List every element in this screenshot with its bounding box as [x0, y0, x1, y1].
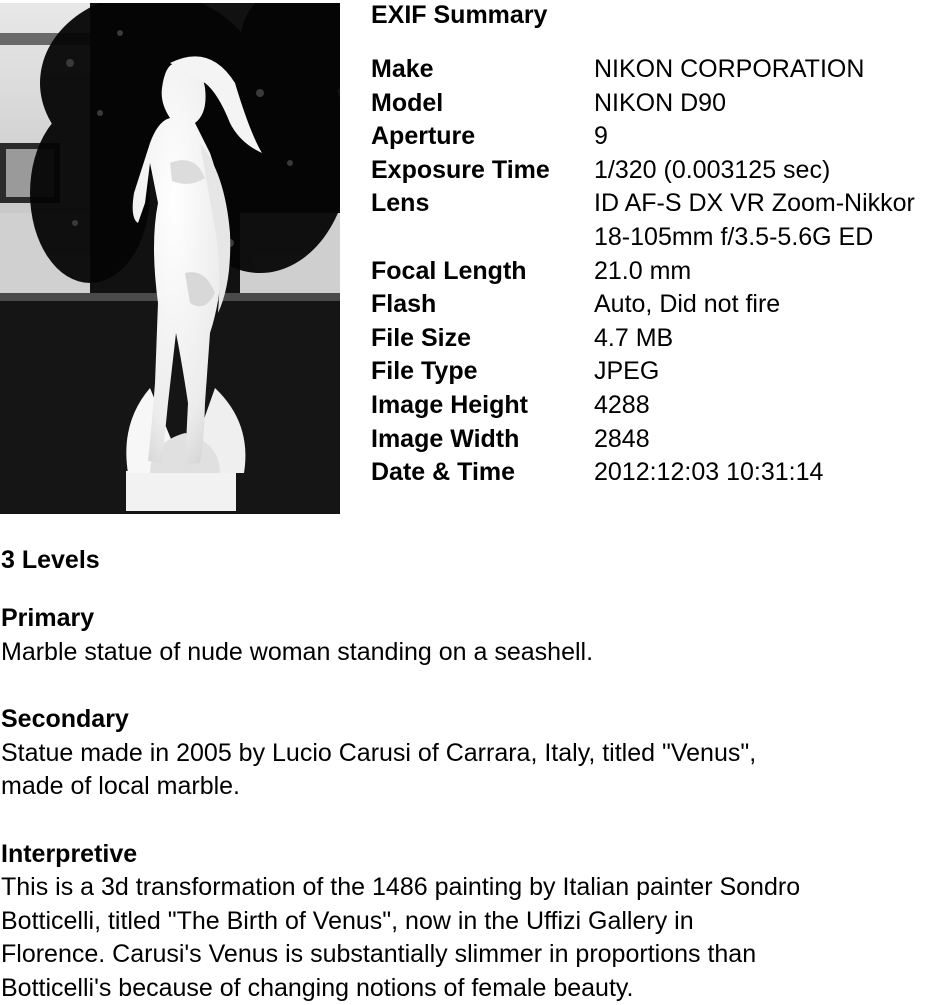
exif-value-line: ID AF-S DX VR Zoom-Nikkor: [594, 189, 915, 217]
level-text-line: made of local marble.: [1, 772, 240, 800]
level-text: [1, 871, 946, 1005]
level-text: [1, 737, 946, 804]
exif-value: [594, 187, 915, 254]
level-text-line: This is a 3d transformation of the 1486 painting by Italian painter Sondro: [1, 873, 800, 901]
level-heading: Secondary: [1, 703, 946, 737]
exif-table: [371, 53, 915, 490]
level-heading: Primary: [1, 602, 946, 636]
exif-row-aperture: [371, 120, 915, 154]
three-levels-section: [1, 545, 946, 1005]
exif-row-file-type: [371, 355, 915, 389]
exif-key: Image Height: [371, 389, 594, 423]
statue-photo: [0, 3, 340, 514]
exif-key: Exposure Time: [371, 154, 594, 188]
exif-value: 9: [594, 120, 915, 154]
exif-summary: [371, 0, 915, 490]
exif-value: 4.7 MB: [594, 322, 915, 356]
statue-photo-graphic: [0, 3, 340, 514]
exif-key: File Type: [371, 355, 594, 389]
exif-key: Model: [371, 87, 594, 121]
exif-key: File Size: [371, 322, 594, 356]
exif-row-lens: [371, 187, 915, 254]
exif-key: Make: [371, 53, 594, 87]
level-text-line: Florence. Carusi's Venus is substantially slimmer in proportions than: [1, 940, 756, 968]
exif-value: NIKON D90: [594, 87, 915, 121]
exif-value: JPEG: [594, 355, 915, 389]
exif-row-model: [371, 87, 915, 121]
exif-value: 4288: [594, 389, 915, 423]
exif-key: Focal Length: [371, 255, 594, 289]
exif-row-flash: [371, 288, 915, 322]
level-text-line: Statue made in 2005 by Lucio Carusi of Carrara, Italy, titled "Venus",: [1, 739, 756, 767]
exif-row-file-size: [371, 322, 915, 356]
exif-key: Flash: [371, 288, 594, 322]
exif-value: 2012:12:03 10:31:14: [594, 456, 915, 490]
exif-value: 1/320 (0.003125 sec): [594, 154, 915, 188]
exif-title: EXIF Summary: [371, 0, 915, 30]
level-text-line: Botticelli, titled "The Birth of Venus", now in the Uffizi Gallery in: [1, 907, 694, 935]
level-heading: Interpretive: [1, 838, 946, 872]
level-secondary: [1, 703, 946, 804]
exif-row-exposure-time: [371, 154, 915, 188]
levels-title: 3 Levels: [1, 545, 946, 575]
level-primary: [1, 602, 946, 669]
exif-row-image-height: [371, 389, 915, 423]
exif-key: Date & Time: [371, 456, 594, 490]
exif-row-focal-length: [371, 255, 915, 289]
exif-value: 21.0 mm: [594, 255, 915, 289]
exif-key: Aperture: [371, 120, 594, 154]
level-text-line: Botticelli's because of changing notions of female beauty.: [1, 974, 633, 1002]
exif-row-make: [371, 53, 915, 87]
exif-key: Lens: [371, 187, 594, 254]
exif-row-image-width: [371, 423, 915, 457]
exif-value: Auto, Did not fire: [594, 288, 915, 322]
exif-value-line: 18-105mm f/3.5-5.6G ED: [594, 223, 873, 251]
exif-key: Image Width: [371, 423, 594, 457]
exif-value: 2848: [594, 423, 915, 457]
exif-value: NIKON CORPORATION: [594, 53, 915, 87]
level-interpretive: [1, 838, 946, 1005]
exif-row-date-time: [371, 456, 915, 490]
level-text: Marble statue of nude woman standing on a seashell.: [1, 636, 946, 670]
